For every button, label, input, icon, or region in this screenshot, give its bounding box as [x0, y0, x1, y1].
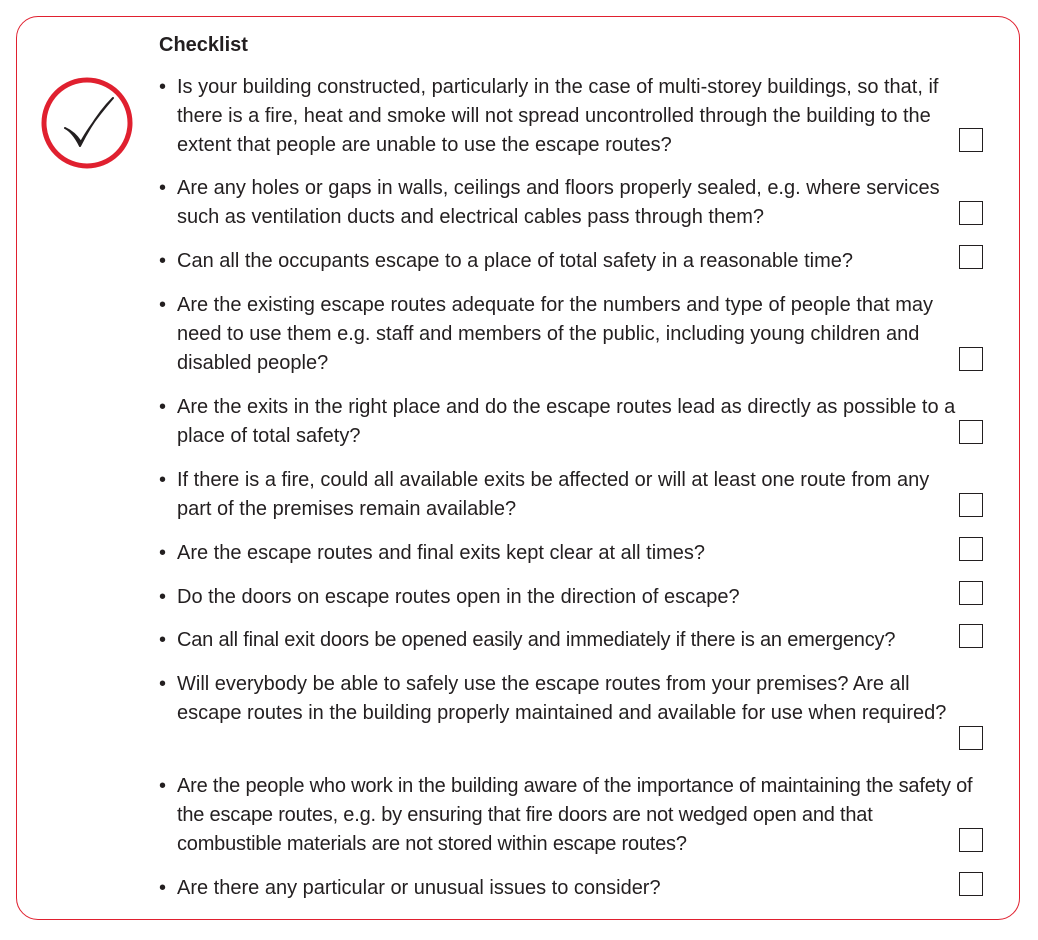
checklist-item: [159, 874, 959, 903]
checklist-item-text: Are there any particular or unusual issues to consider?: [177, 877, 661, 899]
checklist-checkbox[interactable]: [959, 624, 983, 648]
checklist-checkbox[interactable]: [959, 828, 983, 852]
checklist-checkbox[interactable]: [959, 347, 983, 371]
bullet: •: [159, 177, 167, 199]
checklist-item: [159, 73, 959, 160]
checklist-item-text: Can all the occupants escape to a place of total safety in a reasonable time?: [177, 250, 853, 272]
bullet: •: [159, 469, 167, 491]
bullet: •: [159, 542, 167, 564]
checklist-checkbox[interactable]: [959, 537, 983, 561]
checklist-item: [159, 539, 959, 568]
checklist-checkbox[interactable]: [959, 128, 983, 152]
checklist-item: [159, 174, 959, 232]
checklist-item-text: Are any holes or gaps in walls, ceilings and floors properly sealed, e.g. where services such as ventilation ducts and electrical cables pass through them?: [177, 177, 940, 228]
checklist-item-text: Is your building constructed, particularly in the case of multi-storey buildings, so that, if there is a fire, heat and smoke will not spread uncontrolled through the building to the extent that people are unable to use the escape routes?: [177, 76, 939, 156]
bullet: •: [159, 877, 167, 899]
checklist-item: [159, 583, 959, 612]
checklist-item: [159, 466, 959, 524]
checklist-checkbox[interactable]: [959, 581, 983, 605]
checklist-checkbox[interactable]: [959, 872, 983, 896]
bullet: •: [159, 76, 167, 98]
checklist-item-text: Are the escape routes and final exits kept clear at all times?: [177, 542, 706, 564]
checklist-item-text: If there is a fire, could all available exits be affected or will at least one route from any part of the premises remain available?: [177, 469, 930, 520]
checklist-item: [159, 247, 959, 276]
bullet: •: [159, 586, 167, 608]
checklist-item-text: Are the exits in the right place and do the escape routes lead as directly as possible to a place of total safety?: [177, 396, 956, 447]
checklist-item: [159, 393, 959, 451]
checklist-checkbox[interactable]: [959, 245, 983, 269]
checklist-checkbox[interactable]: [959, 726, 983, 750]
checklist-item: [159, 772, 979, 859]
bullet: •: [159, 396, 167, 418]
checklist-item-text: Are the people who work in the building aware of the importance of maintaining the safety of the escape routes, e.g. by ensuring that fire doors are not wedged open and that combustible materials are not stored within escape routes?: [177, 775, 973, 855]
checklist-item: [159, 291, 959, 378]
checklist-item: [159, 670, 949, 728]
bullet: •: [159, 250, 167, 272]
checklist-checkbox[interactable]: [959, 493, 983, 517]
checklist-item-text: Can all final exit doors be opened easily and immediately if there is an emergency?: [177, 629, 896, 651]
checklist-checkbox[interactable]: [959, 420, 983, 444]
checklist-item-text: Do the doors on escape routes open in the direction of escape?: [177, 586, 740, 608]
checklist-item: [159, 626, 979, 655]
bullet: •: [159, 294, 167, 316]
bullet: •: [159, 629, 166, 651]
bullet: •: [159, 673, 167, 695]
checklist-item-text: Are the existing escape routes adequate for the numbers and type of people that may need to use them e.g. staff and members of the public, including young children and disabled people?: [177, 294, 934, 374]
checklist-checkbox[interactable]: [959, 201, 983, 225]
checklist-item-text: Will everybody be able to safely use the escape routes from your premises? Are all escape routes in the building properly maintained and available for use when required?: [177, 673, 947, 724]
bullet: •: [159, 775, 166, 797]
checklist-heading: Checklist: [159, 34, 248, 56]
checkmark-circle-icon: [40, 76, 134, 170]
